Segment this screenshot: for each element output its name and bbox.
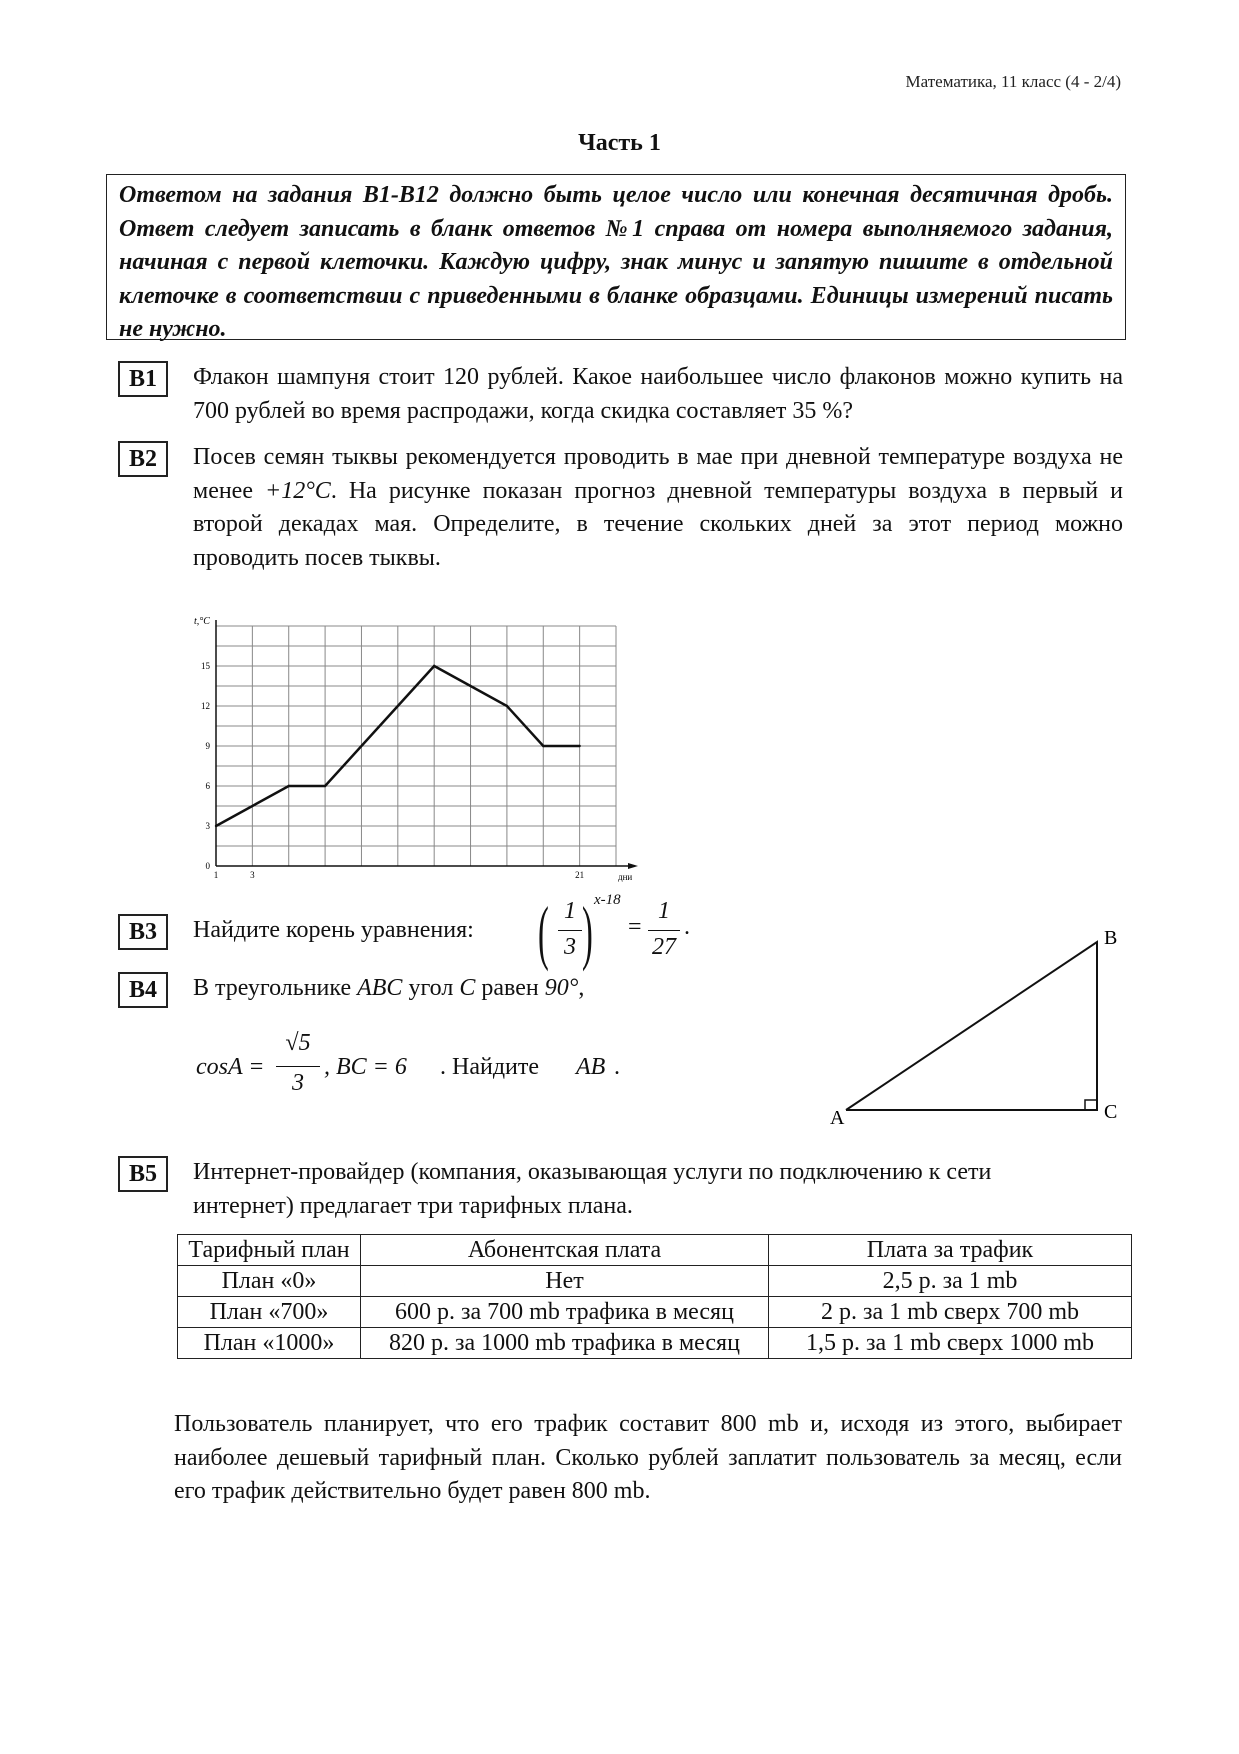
b4-c: C xyxy=(459,975,476,1001)
question-number-b1: B1 xyxy=(118,361,168,397)
question-text-b5-followup: Пользователь планирует, что его трафик составит 800 mb и, исходя из этого, выбирает наиболее дешевый тарифный план. Сколько рублей заплатит пользователь за месяц, если его трафик действительно будет равен 800 mb. xyxy=(174,1411,1122,1504)
data-point xyxy=(578,745,580,747)
triangle-abc xyxy=(846,942,1097,1110)
question-text-b3: Найдите корень уравнения: xyxy=(193,917,474,943)
bc-value: , BC = 6 xyxy=(324,1054,407,1080)
question-text-b4 xyxy=(193,972,713,1006)
b4-text-c: равен xyxy=(481,975,539,1001)
cos-fraction-bar xyxy=(276,1066,320,1067)
table-cell: План «1000» xyxy=(178,1328,361,1359)
b4-period: . xyxy=(614,1054,620,1080)
y-tick-label: 0 xyxy=(205,861,210,871)
tariff-table xyxy=(177,1234,1132,1359)
chart-ticks xyxy=(194,616,632,882)
question-number-b3: B3 xyxy=(118,914,168,950)
base-denominator: 3 xyxy=(564,934,576,960)
data-point xyxy=(433,665,435,667)
question-number-b5: B5 xyxy=(118,1156,168,1192)
rhs-numerator: 1 xyxy=(658,898,670,924)
rhs-denominator: 27 xyxy=(652,934,676,960)
b4-angle: 90° xyxy=(544,975,579,1001)
b4-text-a: В треугольнике xyxy=(193,975,352,1001)
b4-abc: ABC xyxy=(357,975,403,1001)
question-text-b2 xyxy=(193,441,1123,575)
x-tick-label: 1 xyxy=(213,870,219,880)
y-tick-label: 9 xyxy=(205,741,210,751)
equals-sign: = xyxy=(628,914,642,940)
vertex-b-label: B xyxy=(1104,928,1118,949)
exponent: x-18 xyxy=(594,892,621,908)
cos-label: cosA = xyxy=(196,1054,265,1080)
table-cell: Нет xyxy=(361,1266,769,1297)
equation-period: . xyxy=(684,914,690,940)
y-tick-label: 15 xyxy=(201,661,210,671)
cos-denominator: 3 xyxy=(292,1070,304,1096)
instructions-box: Ответом на задания В1-В12 должно быть целое число или конечная десятичная дробь. Ответ следует записать в бланк ответов №1 справа от номера выполняемого задания, начиная с первой клеточки. Каждую цифру, знак минус и запятую пишите в отдельной клеточке в соответствии с приведенными в бланке образцами. Единицы измерений писать не нужно. xyxy=(106,174,1126,340)
b4-comma: , xyxy=(578,975,585,1001)
b2-temperature: +12°C xyxy=(265,477,331,504)
table-cell: План «700» xyxy=(178,1297,361,1328)
table-cell: План «0» xyxy=(178,1266,361,1297)
header-traffic: Плата за трафик xyxy=(769,1235,1132,1266)
table-cell: 2,5 р. за 1 mb xyxy=(769,1266,1132,1297)
chart-axes xyxy=(216,620,638,869)
y-tick-label: 12 xyxy=(201,701,210,711)
left-paren: ( xyxy=(538,892,549,972)
triangle-figure xyxy=(820,928,1140,1128)
data-point xyxy=(288,785,290,787)
question-number-b4: B4 xyxy=(118,972,168,1008)
data-point xyxy=(542,745,544,747)
b4-cos-formula xyxy=(196,1030,676,1110)
x-axis-arrow xyxy=(628,863,638,869)
page-header: Математика, 11 класс (4 - 2/4) xyxy=(905,72,1121,91)
x-tick-label: 3 xyxy=(250,870,255,880)
b4-text-b: угол xyxy=(408,975,454,1001)
table-cell: 820 р. за 1000 mb трафика в месяц xyxy=(361,1328,769,1359)
x-axis-label: дни xyxy=(618,872,633,882)
x-tick-label: 21 xyxy=(575,870,585,880)
header-subscription: Абонентская плата xyxy=(361,1235,769,1266)
part-title: Часть 1 xyxy=(578,130,661,156)
table-cell: 600 р. за 700 mb трафика в месяц xyxy=(361,1297,769,1328)
table-row xyxy=(178,1297,1132,1328)
cos-numerator: √5 xyxy=(285,1030,311,1056)
right-angle-mark xyxy=(1085,1100,1097,1110)
b2-text-b: . На рисунке показан прогноз дневной температуры воздуха в первый и второй декадах мая. Определите, в течение скольких дней за этот период можно проводить посев тыквы. xyxy=(193,477,1124,571)
question-number-b2: B2 xyxy=(118,441,168,477)
rhs-fraction-bar xyxy=(648,930,680,931)
header-plan: Тарифный план xyxy=(178,1235,361,1266)
table-row xyxy=(178,1266,1132,1297)
base-fraction-bar xyxy=(558,930,582,931)
table-cell: 1,5 р. за 1 mb сверх 1000 mb xyxy=(769,1328,1132,1359)
data-point xyxy=(324,785,326,787)
b2-text-a: Посев семян тыквы рекомендуется проводить в мае при дневной температуре воздуха не менее xyxy=(193,444,1123,504)
table-row xyxy=(178,1328,1132,1359)
y-tick-label: 3 xyxy=(205,821,210,831)
y-axis-label: t,°C xyxy=(194,616,210,627)
question-text-b1: Флакон шампуня стоит 120 рублей. Какое наибольшее число флаконов можно купить на 700 рублей во время распродажи, когда скидка составляет 35 %? xyxy=(193,364,1123,424)
b3-equation xyxy=(538,892,738,972)
table-header-row xyxy=(178,1235,1132,1266)
vertex-c-label: C xyxy=(1104,1101,1118,1123)
question-text-b5: Интернет-провайдер (компания, оказывающая услуги по подключению к сети интернет) предлагает три тарифных плана. xyxy=(193,1159,992,1219)
data-point xyxy=(506,705,508,707)
base-numerator: 1 xyxy=(564,898,576,924)
b4-text-d: . Найдите xyxy=(440,1054,540,1080)
temperature-chart xyxy=(186,606,666,884)
vertex-a-label: A xyxy=(830,1107,845,1128)
table-cell: 2 р. за 1 mb сверх 700 mb xyxy=(769,1297,1132,1328)
right-paren: ) xyxy=(582,892,593,972)
y-tick-label: 6 xyxy=(205,781,210,791)
data-point xyxy=(215,825,217,827)
ab-label: AB xyxy=(576,1054,606,1080)
